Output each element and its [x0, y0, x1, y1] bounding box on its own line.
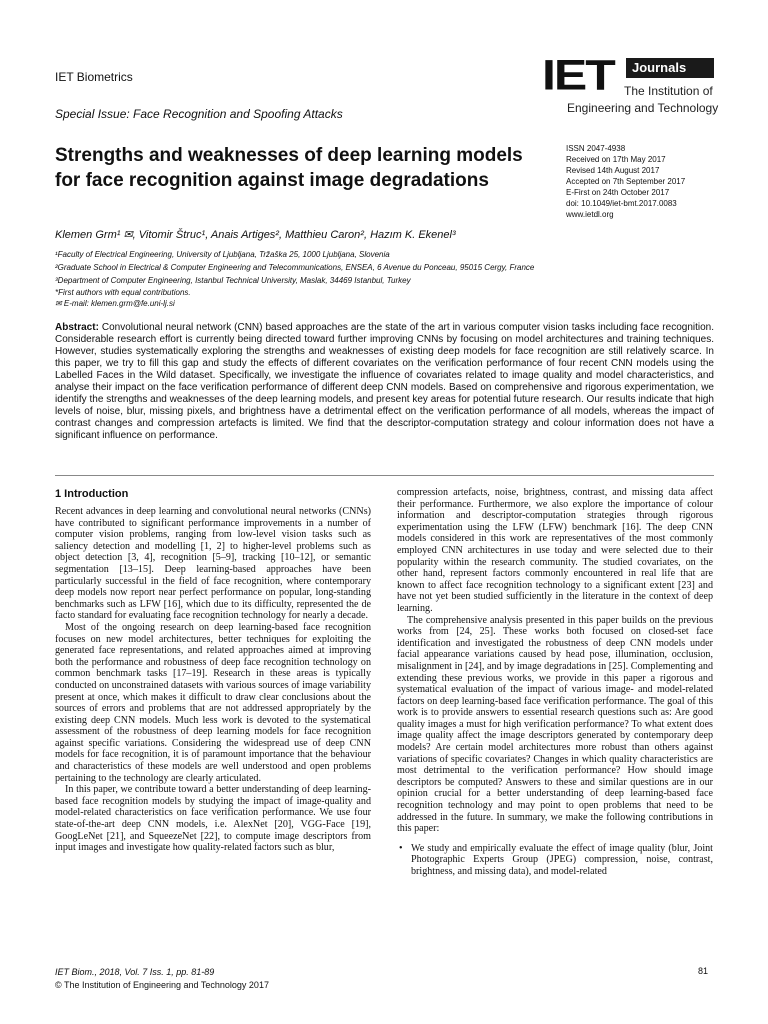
- section-heading-introduction: 1 Introduction: [55, 488, 129, 500]
- meta-accepted: Accepted on 7th September 2017: [566, 177, 686, 186]
- logo-institution-line1: The Institution of: [624, 84, 713, 98]
- meta-doi[interactable]: doi: 10.1049/iet-bmt.2017.0083: [566, 199, 677, 208]
- affiliation-1: ¹Faculty of Electrical Engineering, University of Ljubljana, Tržaška 25, 1000 Ljubljana, Slovenia: [55, 250, 390, 259]
- logo-letters: IET: [542, 51, 614, 100]
- right-column: [397, 487, 713, 878]
- abstract-text: Convolutional neural network (CNN) based approaches are the state of the art in various computer vision tasks including face recognition. Considerable research effort is currently being directed toward further improving CNNs by focusing on model architectures and training techniques. However, studies systematically exploring the strengths and weaknesses of existing deep models for face recognition are still relatively scarce. In this paper, we try to fill this gap and study the effects of different covariates on the verification performance of four recent CNN models using the Labelled Faces in the Wild dataset. Specifically, we investigate the influence of covariates related to image quality and model characteristics, and analyse their impact on the face verification performance of different deep CNN models. Based on comprehensive and rigorous experimentation, we identify the strengths and weaknesses of the deep learning models, and present key areas for potential future research. Our results indicate that high levels of noise, blur, missing pixels, and brightness have a detrimental effect on the verification performance of all models, whereas the impact of contrast changes and compression artefacts is limited. We find that the descriptor-computation strategy and colour information does not have a significant influence on performance.: [55, 322, 714, 441]
- equal-contribution-note: *First authors with equal contributions.: [55, 288, 191, 297]
- paragraph: compression artefacts, noise, brightness, contrast, and missing data affect their performance. Furthermore, we also explore the importance of colour information and descriptor-computation strategies through rigorous experimentation using the LFW (LFW) benchmark [16]. The deep CNN models considered in this work are representatives of the most commonly employed CNN architectures in use today and were selected due to their popularity within the research community. The studied covariates, on the other hand, represent factors commonly encountered in real life that are known to affect face recognition technology to a significant extent [23] and have not yet been studied sufficiently in the literature in the context of deep learning.: [397, 487, 713, 614]
- paragraph: Recent advances in deep learning and convolutional neural networks (CNNs) have contributed to significant performance improvements in a number of computer vision problems, ranging from low-level vision tasks such as saliency detection and modelling [1, 2] to higher-level problems such as object detection [3, 4], recognition [5–9], tracking [10–12], or semantic segmentation [13–15]. Deep learning-based approaches have been particularly successful in the field of face recognition, where contemporary deep models now report near perfect performance on popular, long-standing benchmarks such as LFW [16], which due to its difficulty, represented the de facto standard for evaluating face recognition technology for nearly a decade.: [55, 506, 371, 622]
- footer-citation: IET Biom., 2018, Vol. 7 Iss. 1, pp. 81-89: [55, 967, 215, 977]
- meta-website[interactable]: www.ietdl.org: [566, 210, 614, 219]
- paragraph: In this paper, we contribute toward a better understanding of deep learning-based face recognition models by studying the impact of image-quality and model-related characteristics on face verification performance. We use four state-of-the-art deep CNN models, i.e. AlexNet [20], VGG-Face [19], GoogLeNet [21], and SqueezeNet [22], to compute image descriptors from input images and investigate how quality-related factors such as blur,: [55, 784, 371, 854]
- iet-logo: [542, 51, 722, 124]
- meta-efirst: E-First on 24th October 2017: [566, 188, 670, 197]
- section-divider: [55, 475, 714, 476]
- affiliation-3: ³Department of Computer Engineering, Istanbul Technical University, Maslak, 34469 Istanbul, Turkey: [55, 276, 411, 285]
- corresponding-email[interactable]: ✉ E-mail: klemen.grm@fe.uni-lj.si: [55, 299, 175, 308]
- journal-name: IET Biometrics: [55, 70, 133, 84]
- left-column: [55, 506, 371, 854]
- footer: [55, 966, 269, 992]
- footer-copyright: © The Institution of Engineering and Technology 2017: [55, 980, 269, 990]
- special-issue: Special Issue: Face Recognition and Spoofing Attacks: [55, 107, 343, 121]
- logo-institution-line2: Engineering and Technology: [567, 101, 719, 115]
- contribution-bullet: • We study and empirically evaluate the effect of image quality (blur, Joint Photographic Experts Group (JPEG) compression, noise, contrast, brightness, and missing data), and model-related: [397, 843, 713, 878]
- meta-received: Received on 17th May 2017: [566, 155, 666, 164]
- article-metadata: [566, 143, 736, 220]
- affiliation-2: ²Graduate School in Electrical & Computer Engineering and Telecommunications, ENSEA, 6 Avenue du Ponceau, 95015 Cergy, France: [55, 263, 535, 272]
- page-number: 81: [698, 966, 709, 976]
- paper-title: Strengths and weaknesses of deep learning models for face recognition against image degradations: [55, 145, 523, 191]
- abstract: [55, 322, 714, 442]
- author-list: Klemen Grm¹ ✉, Vitomir Štruc¹, Anais Artiges², Matthieu Caron², Hazım K. Ekenel³: [55, 229, 456, 241]
- logo-journals-badge: Journals: [626, 58, 714, 78]
- meta-revised: Revised 14th August 2017: [566, 166, 660, 175]
- abstract-label: Abstract:: [55, 322, 99, 333]
- paragraph: The comprehensive analysis presented in this paper builds on the previous works from [24, 25]. These works both focused on closed-set face identification and investigated the robustness of deep CNN models under facial appearance variations caused by head pose, illumination, occlusion, misalignment in [24], and by image degradations in [25]. Complementing and extending these previous works, we provide in this paper a rigorous and systematical evaluation of the impact of various image- and model-related factors on deep learning-based face verification performance. The goal of this work is to provide answers to essential research questions such as: Are good quality images a must for high verification performance? To what extent does image quality affect the image descriptors generated by contemporary deep models? Are certain model architectures more robust than others against variations of specific covariates? Changes in which quality characteristics are most detrimental to the verification performance? How should image descriptors be computed? Answers to these and similar questions are in our opinion crucial for a better understanding of deep learning-based face recognition technology and may point to open problems that need to be addressed in the future. In summary, we make the following contributions in this paper:: [397, 614, 713, 835]
- paragraph: Most of the ongoing research on deep learning-based face recognition focuses on new model architectures, better techniques for exploiting the generated face representations, and related approaches aimed at improving both the performance and robustness of deep face recognition technology on common benchmark tasks [17–19]. Research in these areas is typically conducted on unconstrained datasets with various sources of image variability present at once, which makes it difficult to draw clear conclusions about the sources of errors and problems that are not addressed appropriately by the existing deep CNN models. Much less work is devoted to the systematical assessment of the robustness of deep learning models for face recognition against specific variations. Considering the widespread use of deep CNN models for face recognition, it is of paramount importance that the behaviour and characteristics of these models are well understood and open problems pertaining to the technology are clearly articulated.: [55, 621, 371, 784]
- meta-issn: ISSN 2047-4938: [566, 144, 626, 153]
